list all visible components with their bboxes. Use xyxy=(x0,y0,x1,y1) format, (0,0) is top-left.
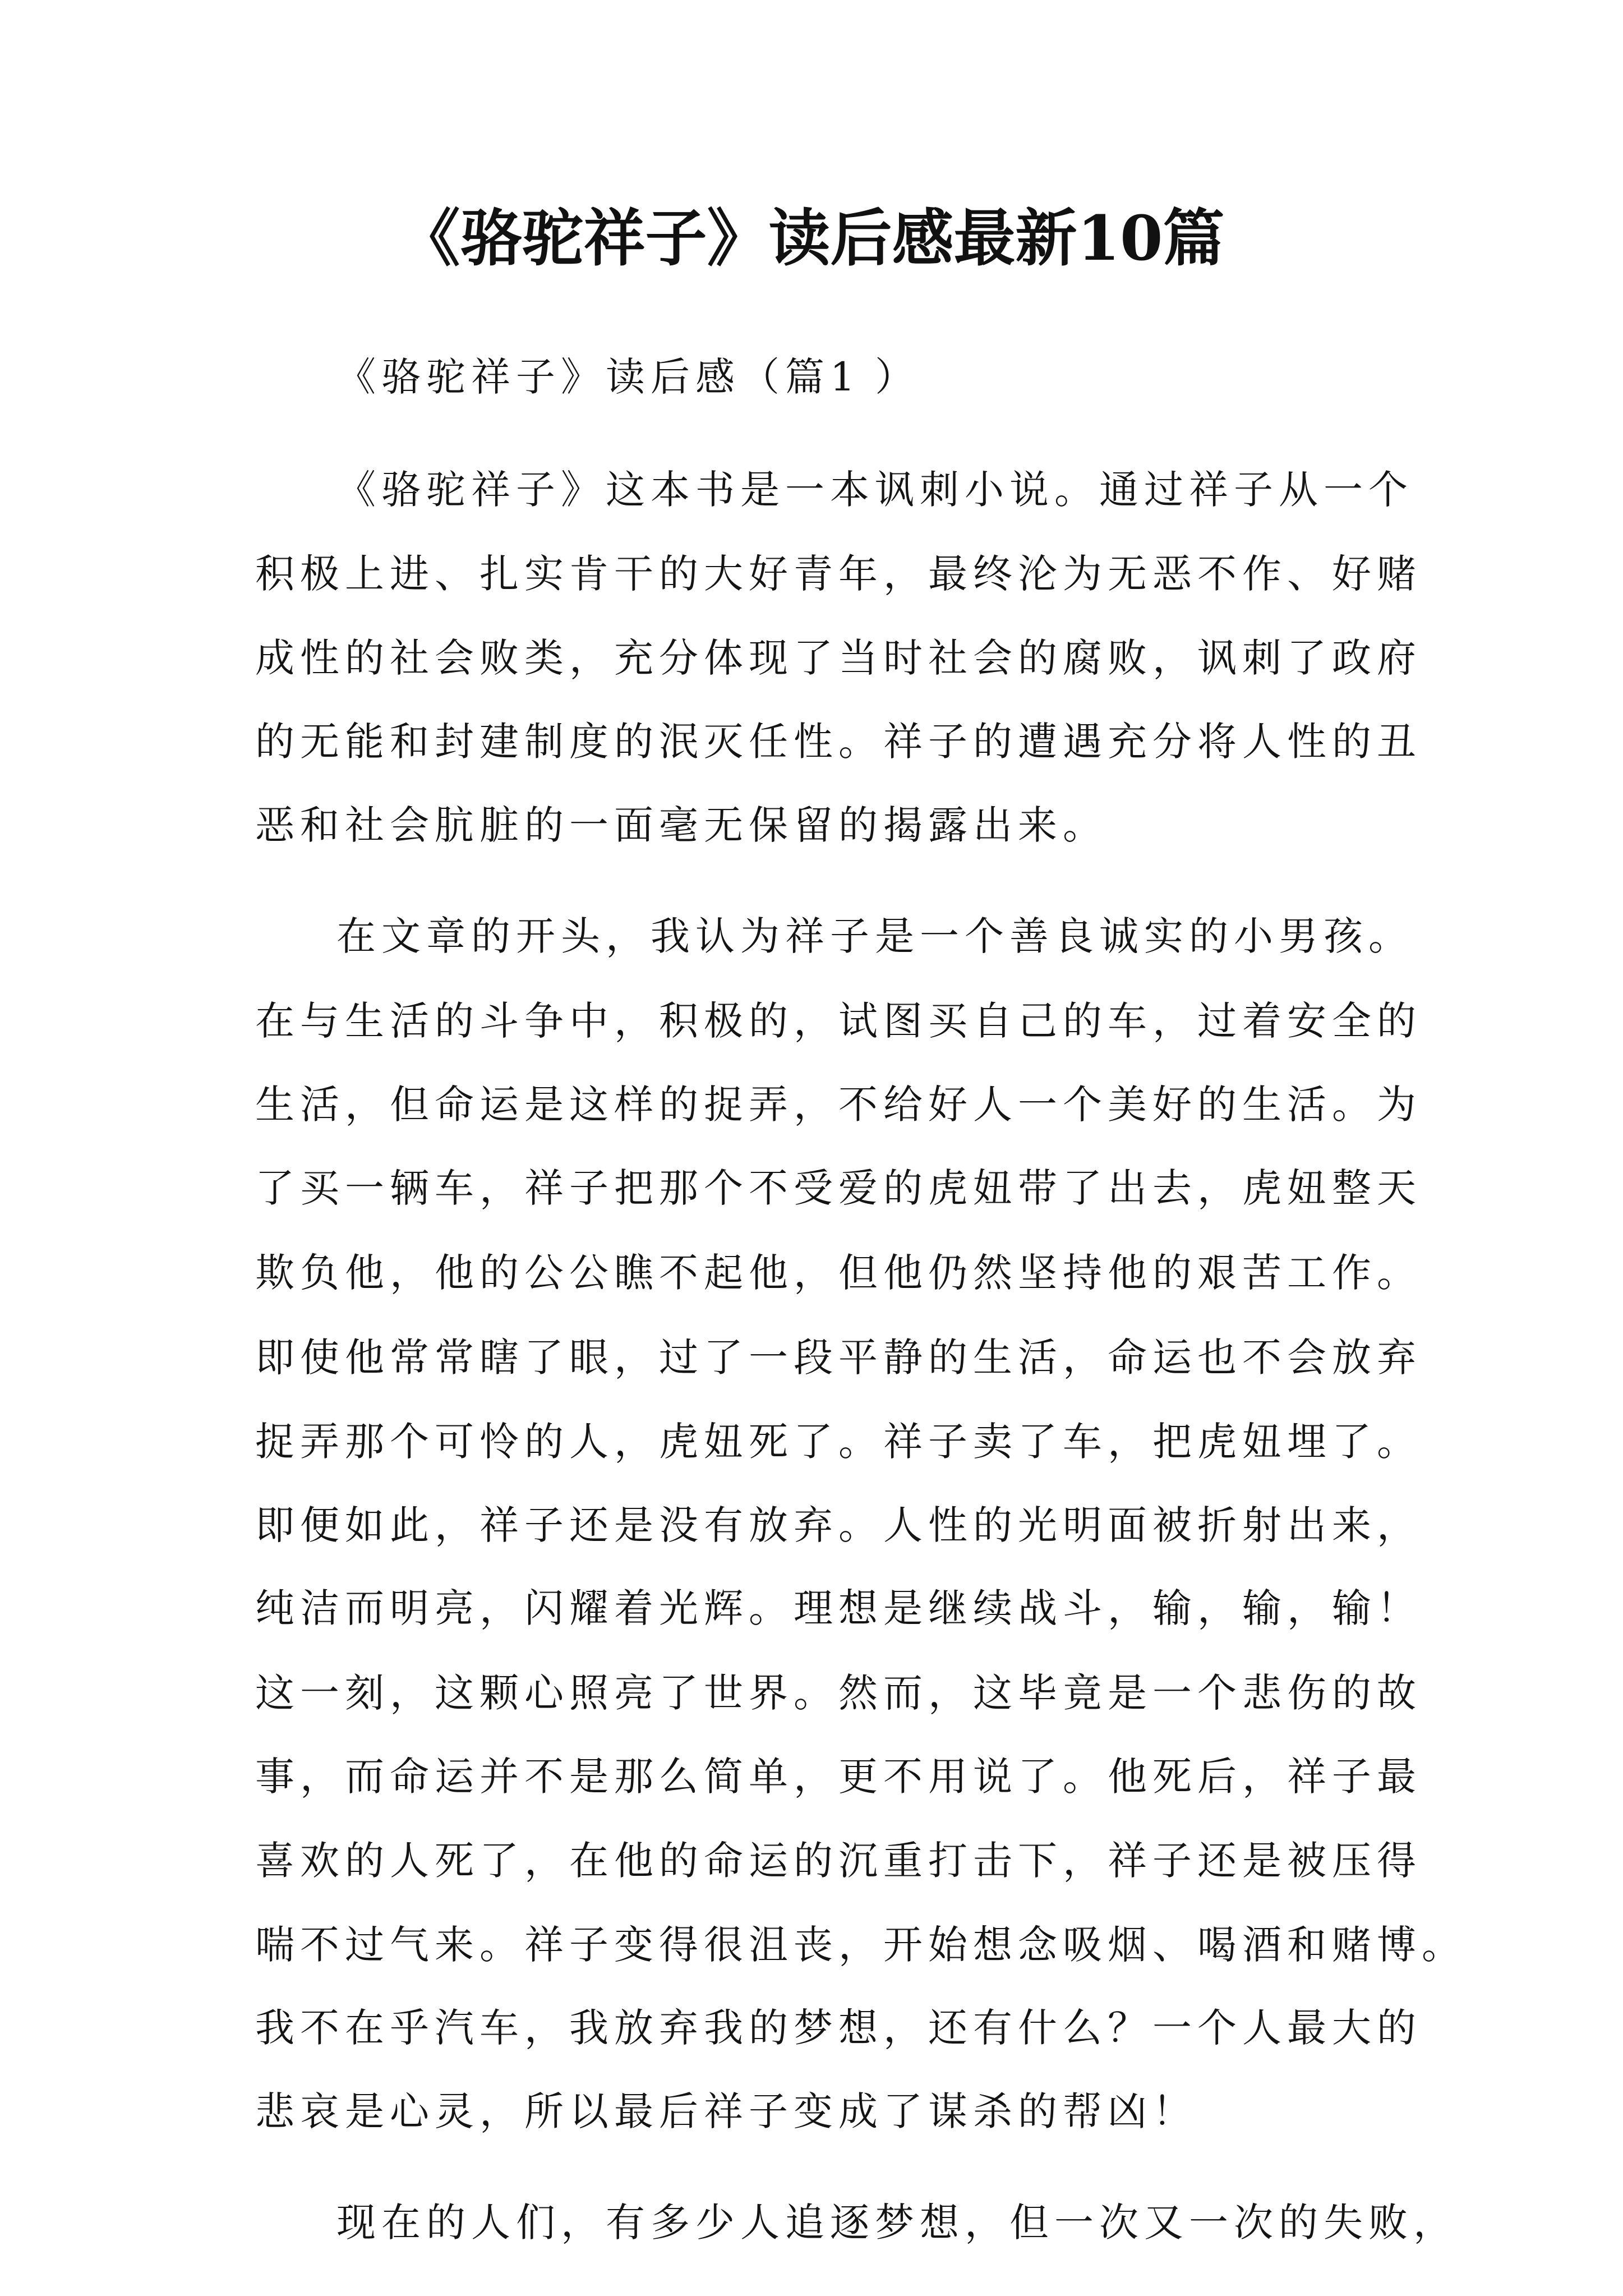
paragraph-line: 积 极 上 进 、 扎 实 肯 干 的 大 好 青 年 ， 最 终 沦 为 无 恶 不 作 、 好 赌 xyxy=(255,551,1416,597)
paragraph-line: 生 活 ， 但 命 运 是 这 样 的 捉 弄 ， 不 给 好 人 一 个 美 好 的 生 活 。 为 xyxy=(255,1082,1416,1128)
paragraph-line: 纯 洁 而 明 亮 ， 闪 耀 着 光 辉 。 理 想 是 继 续 战 斗 ， 输 ， 输 ， 输 ！ xyxy=(255,1585,1416,1631)
section-heading: 《 骆 驼 祥 子 》 读 后 感 （ 篇 1 ） xyxy=(336,354,914,400)
paragraph-line: 成 性 的 社 会 败 类 ， 充 分 体 现 了 当 时 社 会 的 腐 败 ， 讽 刺 了 政 府 xyxy=(255,635,1416,681)
paragraph-line: 喜 欢 的 人 死 了 ， 在 他 的 命 运 的 沉 重 打 击 下 ， 祥 子 还 是 被 压 得 xyxy=(255,1838,1416,1884)
paragraph-line: 喘 不 过 气 来 。 祥 子 变 得 很 沮 丧 ， 开 始 想 念 吸 烟 、 喝 酒 和 赌 博 。 xyxy=(255,1922,1461,1968)
paragraph-line: 《 骆 驼 祥 子 》 这 本 书 是 一 本 讽 刺 小 说 。 通 过 祥 子 从 一 个 xyxy=(336,467,1408,513)
paragraph-line: 这 一 刻 ， 这 颗 心 照 亮 了 世 界 。 然 而 ， 这 毕 竟 是 一 个 悲 伤 的 故 xyxy=(255,1670,1416,1716)
paragraph-line: 在 文 章 的 开 头 ， 我 认 为 祥 子 是 一 个 善 良 诚 实 的 小 男 孩 。 xyxy=(336,913,1408,959)
paragraph-line: 恶 和 社 会 肮 脏 的 一 面 毫 无 保 留 的 揭 露 出 来 。 xyxy=(255,802,1102,848)
paragraph-line: 悲 哀 是 心 灵 ， 所 以 最 后 祥 子 变 成 了 谋 杀 的 帮 凶 ！ xyxy=(255,2088,1192,2134)
paragraph-line: 欺 负 他 ， 他 的 公 公 瞧 不 起 他 ， 但 他 仍 然 坚 持 他 的 艰 苦 工 作 。 xyxy=(255,1250,1416,1296)
paragraph-line: 了 买 一 辆 车 ， 祥 子 把 那 个 不 受 爱 的 虎 妞 带 了 出 去 ， 虎 妞 整 天 xyxy=(255,1165,1416,1211)
paragraph-line: 捉 弄 那 个 可 怜 的 人 ， 虎 妞 死 了 。 祥 子 卖 了 车 ， 把 虎 妞 埋 了 。 xyxy=(255,1419,1416,1465)
paragraph-line: 在 与 生 活 的 斗 争 中 ， 积 极 的 ， 试 图 买 自 己 的 车 ， 过 着 安 全 的 xyxy=(255,998,1416,1044)
paragraph-line: 事 ， 而 命 运 并 不 是 那 么 简 单 ， 更 不 用 说 了 。 他 死 后 ， 祥 子 最 xyxy=(255,1754,1416,1800)
document-title: 《骆驼祥子》读后感最新10篇 xyxy=(398,202,1225,274)
paragraph-line: 即 便 如 此 ， 祥 子 还 是 没 有 放 弃 。 人 性 的 光 明 面 被 折 射 出 来 ， xyxy=(255,1502,1416,1548)
paragraph-line: 即 使 他 常 常 瞎 了 眼 ， 过 了 一 段 平 静 的 生 活 ， 命 运 也 不 会 放 弃 xyxy=(255,1335,1416,1381)
paragraph-line: 现 在 的 人 们 ， 有 多 少 人 追 逐 梦 想 ， 但 一 次 又 一 次 的 失 败 ， xyxy=(336,2200,1453,2246)
paragraph-line: 的 无 能 和 封 建 制 度 的 泯 灭 任 性 。 祥 子 的 遭 遇 充 分 将 人 性 的 丑 xyxy=(255,719,1416,765)
paragraph-line: 我 不 在 乎 汽 车 ， 我 放 弃 我 的 梦 想 ， 还 有 什 么 ？ 一 个 人 最 大 的 xyxy=(255,2005,1416,2051)
